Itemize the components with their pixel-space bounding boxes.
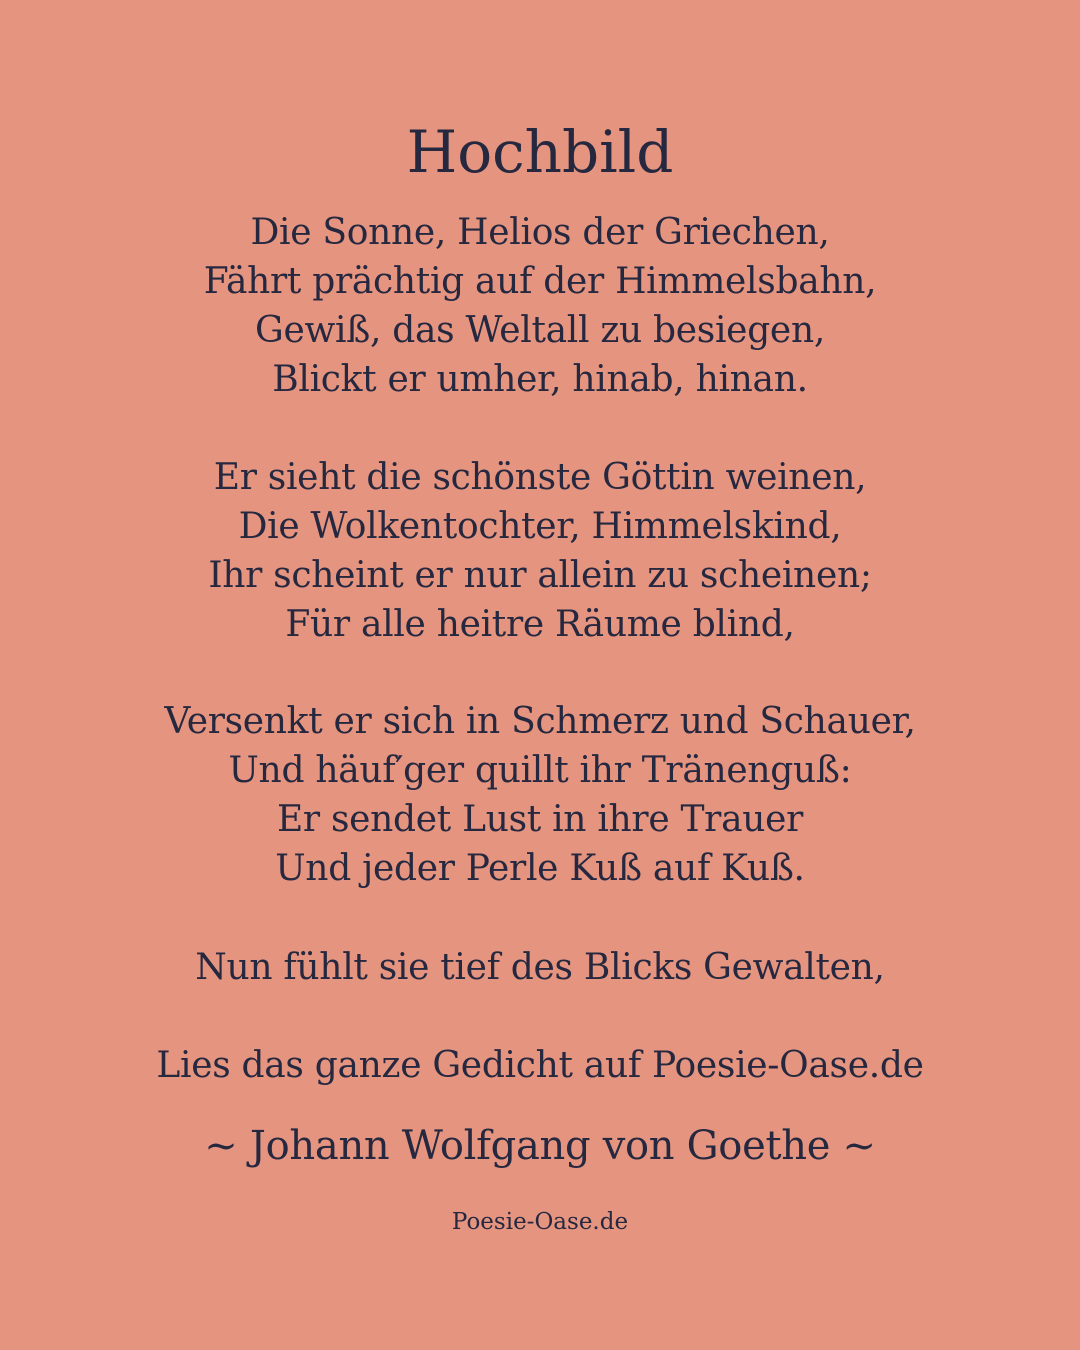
poem-line: Die Wolkentochter, Himmelskind, [238, 506, 842, 547]
poem-line: Die Sonne, Helios der Griechen, [250, 212, 830, 253]
stanza-3 [0, 697, 1080, 893]
stanza-2 [0, 453, 1080, 649]
footer-site-label: Poesie-Oase.de [451, 1209, 629, 1235]
poem-line: Er sendet Lust in ihre Trauer [276, 799, 804, 840]
read-more-text [0, 1041, 1080, 1090]
poem-line: Fährt prächtig auf der Himmelsbahn, [203, 261, 877, 302]
poem-line: Nun fühlt sie tief des Blicks Gewalten, [195, 947, 885, 988]
stanza-1 [0, 208, 1080, 404]
poem-line: Und häuf′ger quillt ihr Tränenguß: [228, 750, 852, 791]
poem-author: ~ Johann Wolfgang von Goethe ~ [204, 1123, 876, 1169]
poem-line: Er sieht die schönste Göttin weinen, [213, 457, 867, 498]
poem-line: Ihr scheint er nur allein zu scheinen; [208, 555, 872, 596]
read-more-line: Lies das ganze Gedicht auf Poesie-Oase.de [156, 1045, 924, 1086]
poem-line: Und jeder Perle Kuß auf Kuß. [275, 848, 805, 889]
poem-line: Gewiß, das Weltall zu besiegen, [255, 310, 825, 351]
poem-line: Blickt er umher, hinab, hinan. [272, 359, 808, 400]
poem-line: Versenkt er sich in Schmerz und Schauer, [164, 701, 916, 742]
stanza-4 [0, 943, 1080, 992]
poem-title: Hochbild [406, 118, 674, 186]
poem-line: Für alle heitre Räume blind, [285, 604, 795, 645]
